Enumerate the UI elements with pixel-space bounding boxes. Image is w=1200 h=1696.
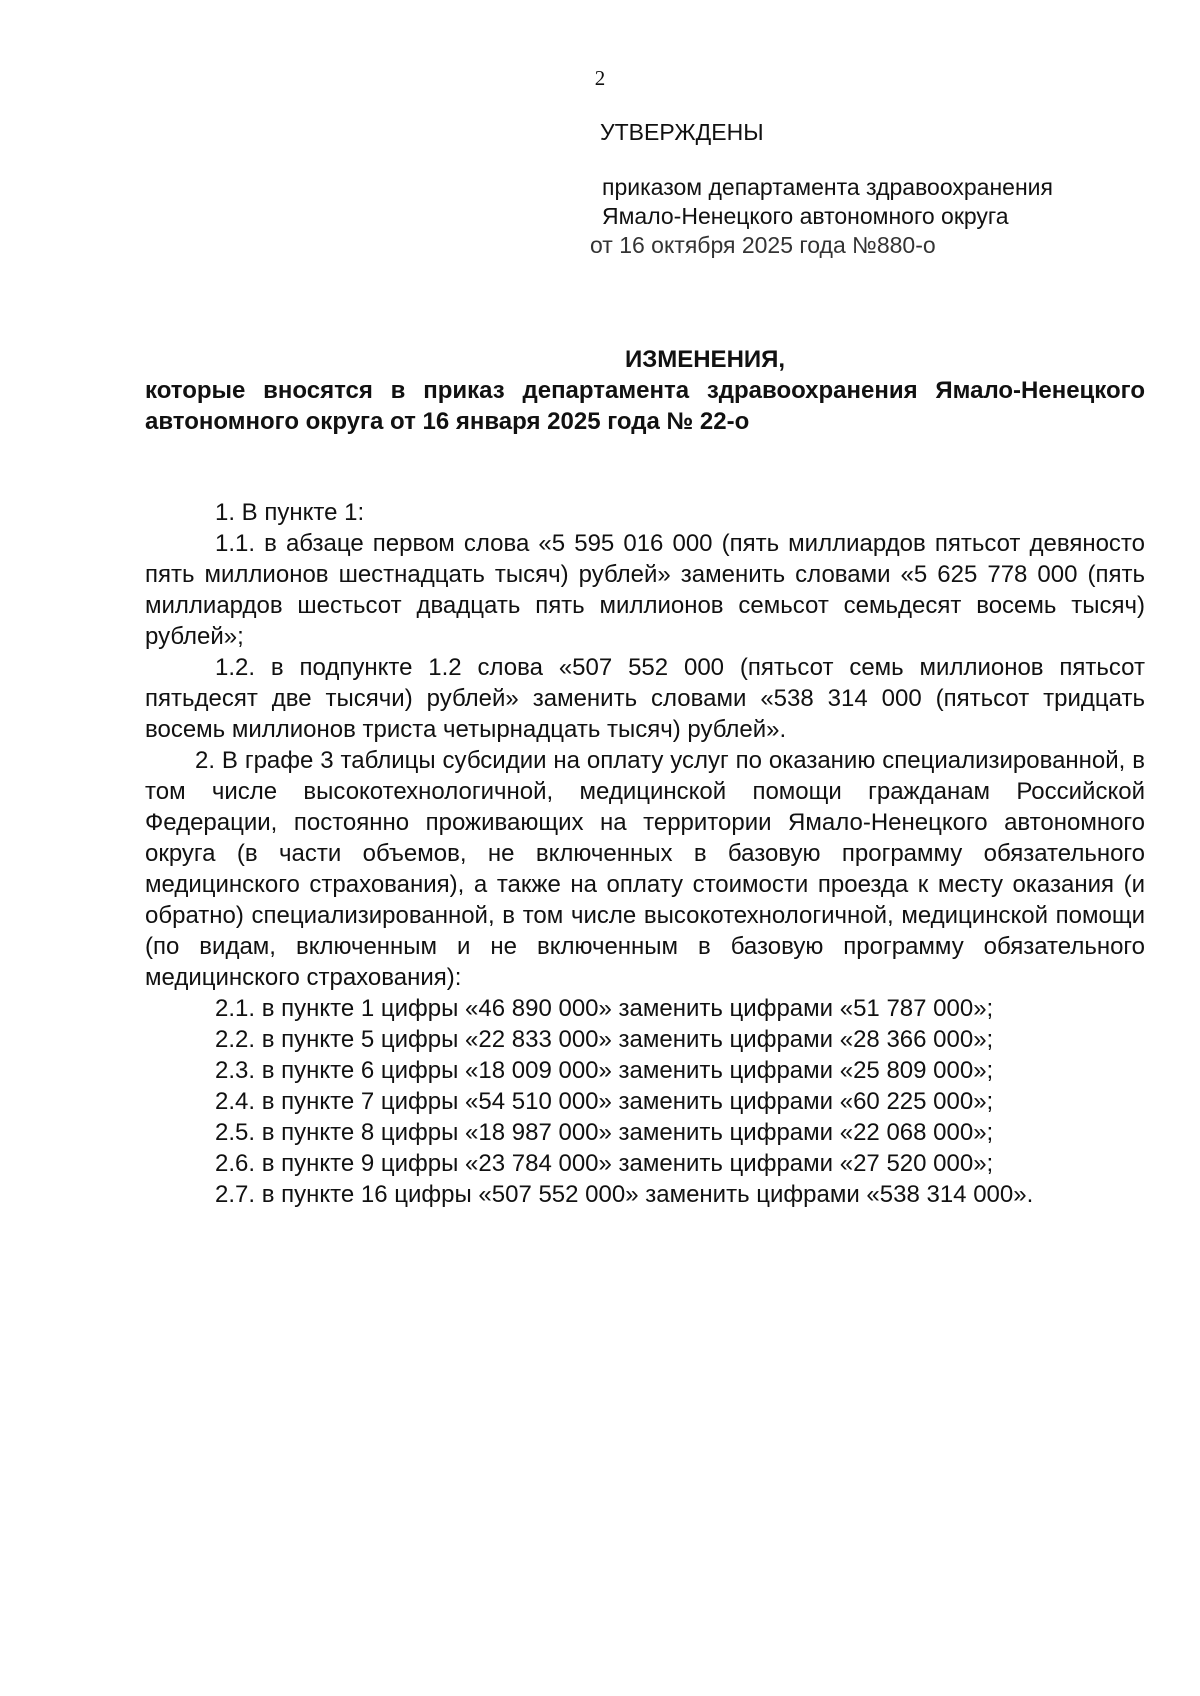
paragraph-1-1: 1.1. в абзаце первом слова «5 595 016 000 (пять миллиардов пятьсот девяносто пять миллионов шестнадцать тысяч) рублей» заменить словами «5 625 778 000 (пять миллиардов шестьсот двадцать пять миллионов семьсот семьдесят восемь тысяч) рублей»; [145, 530, 1145, 650]
document-heading [145, 344, 1145, 437]
paragraph-2-2: 2.2. в пункте 5 цифры «22 833 000» заменить цифрами «28 366 000»; [215, 1026, 994, 1053]
paragraph-2: 2. В графе 3 таблицы субсидии на оплату услуг по оказанию специализированной, в том числе высокотехнологичной, медицинской помощи гражданам Российской Федерации, постоянно проживающих на территории Ямало-Ненецкого автономного округа (в части объемов, не включенных в базовую программу обязательного медицинского страхования), а также на оплату стоимости проезда к месту оказания (и обратно) специализированной, в том числе высокотехнологичной, медицинской помощи (по видам, включенным и не включенным в базовую программу обязательного медицинского страхования): [145, 747, 1145, 991]
approval-block [590, 118, 1150, 260]
paragraph-2-3: 2.3. в пункте 6 цифры «18 009 000» заменить цифрами «25 809 000»; [215, 1057, 994, 1084]
document-body [145, 497, 1145, 1210]
page-number: 2 [594, 66, 606, 90]
paragraph-2-6: 2.6. в пункте 9 цифры «23 784 000» заменить цифрами «27 520 000»; [215, 1150, 994, 1177]
heading-subtitle: которые вносятся в приказ департамента здравоохранения Ямало-Ненецкого автономного округа от 16 января 2025 года № 22-о [145, 377, 1145, 435]
heading-title: ИЗМЕНЕНИЯ, [624, 346, 786, 373]
approval-region-line: Ямало-Ненецкого автономного округа [602, 203, 1009, 229]
paragraph-2-7: 2.7. в пункте 16 цифры «507 552 000» заменить цифрами «538 314 000». [215, 1181, 1034, 1208]
paragraph-2-5: 2.5. в пункте 8 цифры «18 987 000» заменить цифрами «22 068 000»; [215, 1119, 994, 1146]
approval-title: УТВЕРЖДЕНЫ [600, 119, 764, 145]
paragraph-2-1: 2.1. в пункте 1 цифры «46 890 000» заменить цифрами «51 787 000»; [215, 995, 994, 1022]
paragraph-1: 1. В пункте 1: [215, 499, 365, 526]
approval-date-line: от 16 октября 2025 года №880-о [590, 232, 936, 258]
approval-order-line: приказом департамента здравоохранения [602, 174, 1053, 200]
paragraph-2-4: 2.4. в пункте 7 цифры «54 510 000» заменить цифрами «60 225 000»; [215, 1088, 994, 1115]
paragraph-1-2: 1.2. в подпункте 1.2 слова «507 552 000 (пятьсот семь миллионов пятьсот пятьдесят две тысячи) рублей» заменить словами «538 314 000 (пятьсот тридцать восемь миллионов триста четырнадцать тысяч) рублей». [145, 654, 1145, 743]
